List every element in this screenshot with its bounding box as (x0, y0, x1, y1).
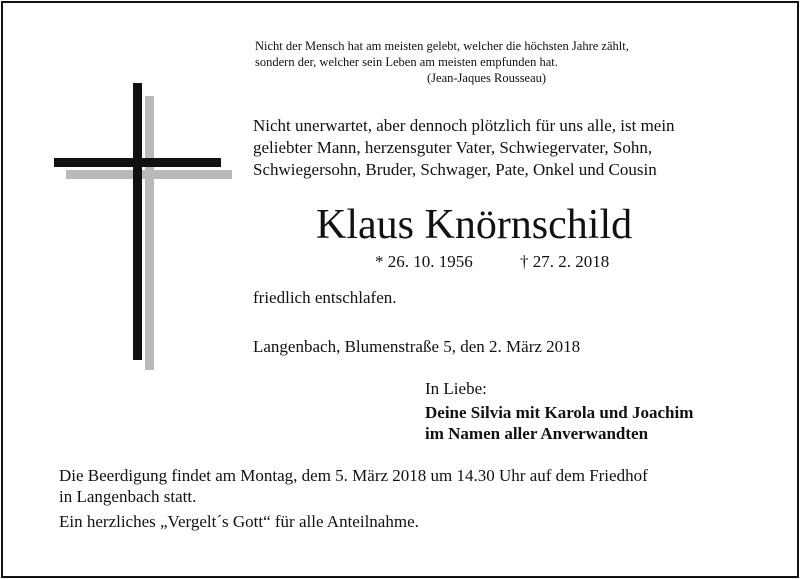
cross-horizontal-beam (54, 158, 221, 167)
intro-line-1: Nicht unerwartet, aber dennoch plötzlich für uns alle, ist mein (253, 116, 675, 135)
thanks-line: Ein herzliches „Vergelt´s Gott“ für alle Anteilnahme. (59, 512, 419, 531)
passing-text: friedlich entschlafen. (253, 288, 397, 307)
funeral-info-line-1: Die Beerdigung findet am Montag, dem 5. März 2018 um 14.30 Uhr auf dem Friedhof (59, 466, 648, 485)
cross-shadow-horizontal (66, 170, 232, 179)
intro-line-2: geliebter Mann, herzensguter Vater, Schwiegervater, Sohn, (253, 138, 653, 157)
quote-line-1: Nicht der Mensch hat am meisten gelebt, welcher die höchsten Jahre zählt, (255, 39, 629, 53)
cross-shadow-vertical (145, 96, 154, 370)
place-and-date: Langenbach, Blumenstraße 5, den 2. März 2018 (253, 337, 581, 356)
death-date: † 27. 2. 2018 (520, 252, 610, 271)
mourners-line-1: Deine Silvia mit Karola und Joachim (425, 403, 694, 422)
funeral-info-line-2: in Langenbach statt. (59, 487, 197, 506)
deceased-name: Klaus Knörnschild (316, 202, 633, 248)
intro-line-3: Schwiegersohn, Bruder, Schwager, Pate, Onkel und Cousin (253, 160, 657, 179)
birth-date: * 26. 10. 1956 (375, 252, 473, 271)
quote-line-2: sondern der, welcher sein Leben am meisten empfunden hat. (255, 55, 558, 69)
mourners-line-2: im Namen aller Anverwandten (425, 424, 649, 443)
mourners-label: In Liebe: (425, 379, 487, 398)
quote-author: (Jean-Jaques Rousseau) (427, 71, 547, 85)
cross-vertical-beam (133, 83, 142, 360)
